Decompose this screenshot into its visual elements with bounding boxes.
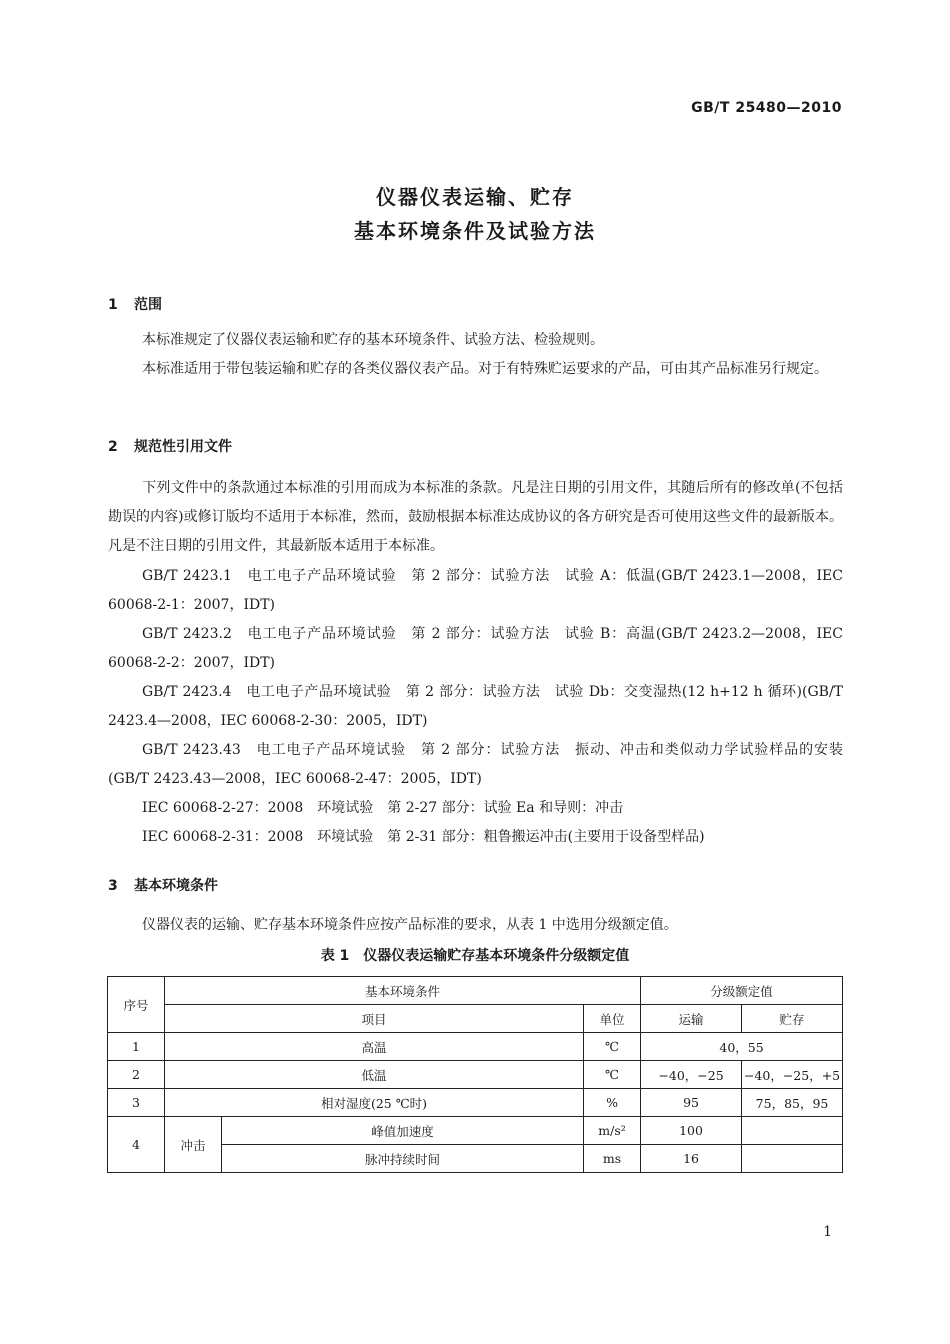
cell-unit: % xyxy=(584,1089,641,1117)
table-header-row xyxy=(108,1005,843,1033)
conditions-paragraph: 仪器仪表的运输、贮存基本环境条件应按产品标准的要求，从表 1 中选用分级额定值。 xyxy=(142,917,678,933)
document-title-line1: 仪器仪表运输、贮存 xyxy=(376,185,574,209)
section-title: 规范性引用文件 xyxy=(134,439,232,455)
table-row xyxy=(108,1089,843,1117)
cell-item: 峰值加速度 xyxy=(222,1117,584,1145)
table-header-row xyxy=(108,977,843,1005)
header-basic-conditions: 基本环境条件 xyxy=(165,977,641,1005)
cell-unit: ℃ xyxy=(584,1033,641,1061)
table-caption: 表 1 仪器仪表运输贮存基本环境条件分级额定值 xyxy=(320,948,630,964)
cell-transport: −40，−25 xyxy=(641,1061,742,1089)
section-heading-references xyxy=(108,436,232,456)
table-row xyxy=(108,1061,843,1089)
section-number: 1 xyxy=(108,297,118,313)
section-title: 基本环境条件 xyxy=(134,878,218,894)
cell-item: 高温 xyxy=(165,1033,584,1061)
cell-rated-value: 40，55 xyxy=(641,1033,843,1061)
cell-storage xyxy=(742,1145,843,1173)
cell-storage: −40，−25，+5 xyxy=(742,1061,843,1089)
standard-number: GB/T 25480—2010 xyxy=(691,100,842,116)
section-number: 3 xyxy=(108,878,118,894)
references-intro: 下列文件中的条款通过本标准的引用而成为本标准的条款。凡是注日期的引用文件，其随后所有的修改单(不包括勘误的内容)或修订版均不适用于本标准，然而，鼓励根据本标准达成协议的各方研究是否可使用这些文件的最新版本。凡是不注日期的引用文件，其最新版本适用于本标准。 xyxy=(108,480,843,554)
table-row xyxy=(108,1033,843,1061)
header-item: 项目 xyxy=(165,1005,584,1033)
header-rated-values: 分级额定值 xyxy=(641,977,843,1005)
header-unit: 单位 xyxy=(584,1005,641,1033)
cell-storage: 75，85，95 xyxy=(742,1089,843,1117)
reference-item: GB/T 2423.4 电工电子产品环境试验 第 2 部分：试验方法 试验 Db：交变湿热(12 h+12 h 循环)(GB/T 2423.4—2008，IEC 60068-2-30：2005，IDT) xyxy=(108,684,843,729)
table-row xyxy=(108,1117,843,1145)
cell-transport: 100 xyxy=(641,1117,742,1145)
page-number: 1 xyxy=(823,1224,832,1240)
section-title: 范围 xyxy=(134,297,162,313)
reference-item: GB/T 2423.43 电工电子产品环境试验 第 2 部分：试验方法 振动、冲击和类似动力学试验样品的安装(GB/T 2423.43—2008，IEC 60068-2-47：2005，IDT) xyxy=(108,742,843,787)
section-heading-conditions xyxy=(108,875,218,895)
cell-storage xyxy=(742,1117,843,1145)
cell-seq: 3 xyxy=(108,1089,165,1117)
header-storage: 贮存 xyxy=(742,1005,843,1033)
cell-group: 冲击 xyxy=(165,1117,222,1173)
cell-unit: ℃ xyxy=(584,1061,641,1089)
cell-transport: 16 xyxy=(641,1145,742,1173)
section-heading-scope xyxy=(108,294,162,314)
cell-item: 低温 xyxy=(165,1061,584,1089)
scope-paragraph-1: 本标准规定了仪器仪表运输和贮存的基本环境条件、试验方法、检验规则。 xyxy=(142,332,604,348)
cell-item: 相对湿度(25 ℃时) xyxy=(165,1089,584,1117)
cell-transport: 95 xyxy=(641,1089,742,1117)
cell-seq: 1 xyxy=(108,1033,165,1061)
reference-item: GB/T 2423.1 电工电子产品环境试验 第 2 部分：试验方法 试验 A：低温(GB/T 2423.1—2008，IEC 60068-2-1：2007，IDT) xyxy=(108,568,843,613)
scope-paragraph-2: 本标准适用于带包装运输和贮存的各类仪器仪表产品。对于有特殊贮运要求的产品，可由其产品标准另行规定。 xyxy=(142,361,828,377)
section-number: 2 xyxy=(108,439,118,455)
header-transport: 运输 xyxy=(641,1005,742,1033)
cell-unit: ms xyxy=(584,1145,641,1173)
cell-seq: 2 xyxy=(108,1061,165,1089)
reference-item: GB/T 2423.2 电工电子产品环境试验 第 2 部分：试验方法 试验 B：高温(GB/T 2423.2—2008，IEC 60068-2-2：2007，IDT) xyxy=(108,626,843,671)
environment-conditions-table xyxy=(107,976,843,1173)
cell-seq: 4 xyxy=(108,1117,165,1173)
header-seq: 序号 xyxy=(108,977,165,1033)
reference-item: IEC 60068-2-27：2008 环境试验 第 2-27 部分：试验 Ea 和导则：冲击 xyxy=(142,800,624,816)
cell-item: 脉冲持续时间 xyxy=(222,1145,584,1173)
cell-unit: m/s² xyxy=(584,1117,641,1145)
document-title-line2: 基本环境条件及试验方法 xyxy=(354,219,596,243)
reference-item: IEC 60068-2-31：2008 环境试验 第 2-31 部分：粗鲁搬运冲击(主要用于设备型样品) xyxy=(142,829,705,845)
